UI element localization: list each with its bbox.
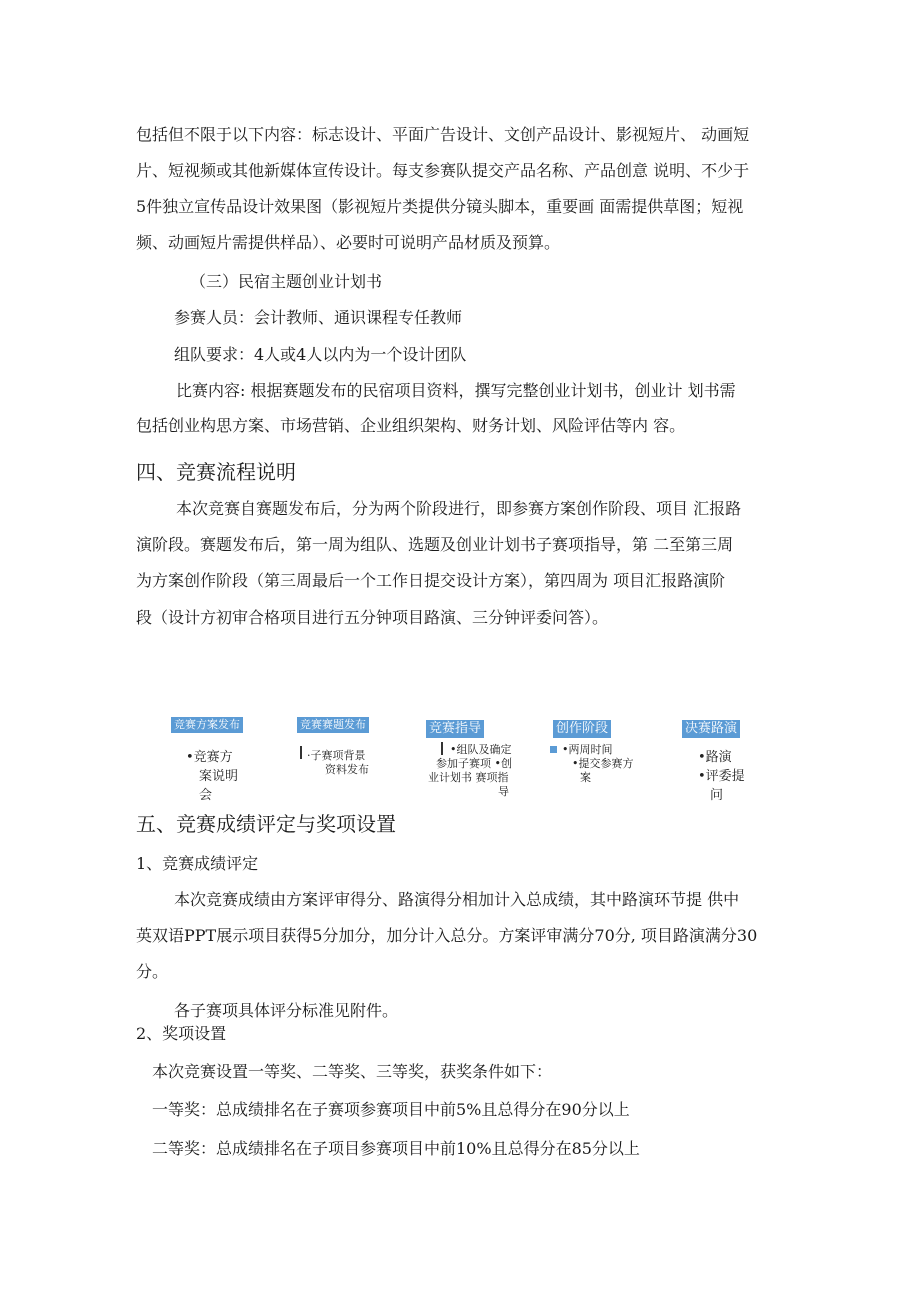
section3-heading: （三）民宿主题创业计划书 — [190, 272, 383, 291]
flow-step-4-line3: 案 — [580, 771, 591, 784]
flow-step-1-line1: •竞赛方 — [186, 750, 233, 765]
second-prize-line: 二等奖：总成绩排名在子项目参赛项目中前10%且总得分在85分以上 — [152, 1139, 640, 1158]
flow-step-5-line3: 问 — [710, 788, 724, 803]
content-line1: 比赛内容: 根据赛题发布的民宿项目资料，撰写完整创业计划书，创业计 划书需 — [176, 381, 736, 400]
flow-step-1-line3: 会 — [199, 788, 213, 803]
section5-sub2: 2、奖项设置 — [136, 1024, 227, 1043]
flow-step-5-text — [698, 748, 745, 805]
flow-step-4-text — [562, 743, 634, 785]
section5-sub1: 1、竞赛成绩评定 — [136, 854, 259, 873]
section4-line4: 段（设计方初审合格项目进行五分钟项目路演、三分钟评委问答）。 — [136, 608, 609, 627]
flow-step-2-line2: 资料发布 — [325, 763, 369, 776]
section5-line3: 分。 — [136, 962, 169, 981]
flow-step-1-text — [186, 748, 238, 805]
first-prize-line: 一等奖：总成绩排名在子赛项参赛项目中前5%且总得分在90分以上 — [152, 1100, 630, 1119]
flow-step-2-line1: ·子赛项背景 — [307, 749, 366, 762]
flow-step-3-line4: 导 — [498, 785, 509, 798]
flow-step-5-line1: •路演 — [698, 750, 732, 765]
section5-line2: 英双语PPT展示项目获得5分加分，加分计入总分。方案评审满分70分, 项目路演满分30 — [136, 926, 758, 945]
flow-step-4-label: 创作阶段 — [553, 720, 611, 738]
team-line: 组队要求：4人或4人以内为一个设计团队 — [174, 345, 467, 364]
flow-step-2-text — [307, 749, 369, 777]
section5-line4: 各子赛项具体评分标准见附件。 — [174, 1001, 399, 1020]
awards-intro: 本次竞赛设置一等奖、二等奖、三等奖，获奖条件如下： — [152, 1062, 553, 1081]
flow-step-5-label: 决赛路演 — [682, 720, 740, 738]
section4-line3: 为方案创作阶段（第三周最后一个工作日提交设计方案），第四周为 项目汇报路演阶 — [136, 571, 726, 590]
flow-step-3-text — [428, 743, 512, 799]
flow-step-4-line1: •两周时间 — [562, 743, 613, 756]
flow-step-4-line2: •提交参赛方 — [572, 757, 634, 770]
flow-step-3-line1: •组队及确定 — [450, 743, 512, 756]
para1-line1: 包括但不限于以下内容：标志设计、平面广告设计、文创产品设计、影视短片、 动画短 — [136, 125, 750, 144]
flow-step-2-bar — [300, 746, 302, 759]
flow-step-3-line2: 参加子赛项 •创 — [436, 757, 512, 770]
flow-step-5-line2: •评委提 — [698, 769, 745, 784]
section4-line1: 本次竞赛自赛题发布后，分为两个阶段进行，即参赛方案创作阶段、项目 汇报路 — [176, 499, 742, 518]
section5-line1: 本次竞赛成绩由方案评审得分、路演得分相加计入总成绩，其中路演环节提 供中 — [174, 890, 740, 909]
flow-step-1-line2: 案说明 — [199, 769, 239, 784]
participants-line: 参赛人员：会计教师、通识课程专任教师 — [174, 308, 463, 327]
flow-step-3-line3: 业计划书 赛项指 — [428, 771, 509, 784]
flow-step-3-label: 竞赛指导 — [426, 720, 484, 738]
flow-step-4-bullet-square — [550, 746, 557, 753]
section4-line2: 演阶段。赛题发布后，第一周为组队、选题及创业计划书子赛项指导，第 二至第三周 — [136, 535, 734, 554]
para1-line2: 片、短视频或其他新媒体宣传设计。每支参赛队提交产品名称、产品创意 说明、不少于 — [136, 161, 750, 180]
section4-title: 四、竞赛流程说明 — [136, 460, 296, 484]
para1-line4: 频、动画短片需提供样品）、必要时可说明产品材质及预算。 — [136, 233, 561, 252]
flow-step-1-label: 竞赛方案发布 — [171, 717, 243, 733]
section5-title: 五、竞赛成绩评定与奖项设置 — [136, 812, 396, 836]
content-line2: 包括创业构思方案、市场营销、企业组织架构、财务计划、风险评估等内 容。 — [136, 416, 686, 435]
flow-step-2-label: 竞赛赛题发布 — [297, 717, 369, 733]
para1-line3: 5件独立宣传品设计效果图（影视短片类提供分镜头脚本，重要画 面需提供草图；短视 — [136, 197, 744, 216]
